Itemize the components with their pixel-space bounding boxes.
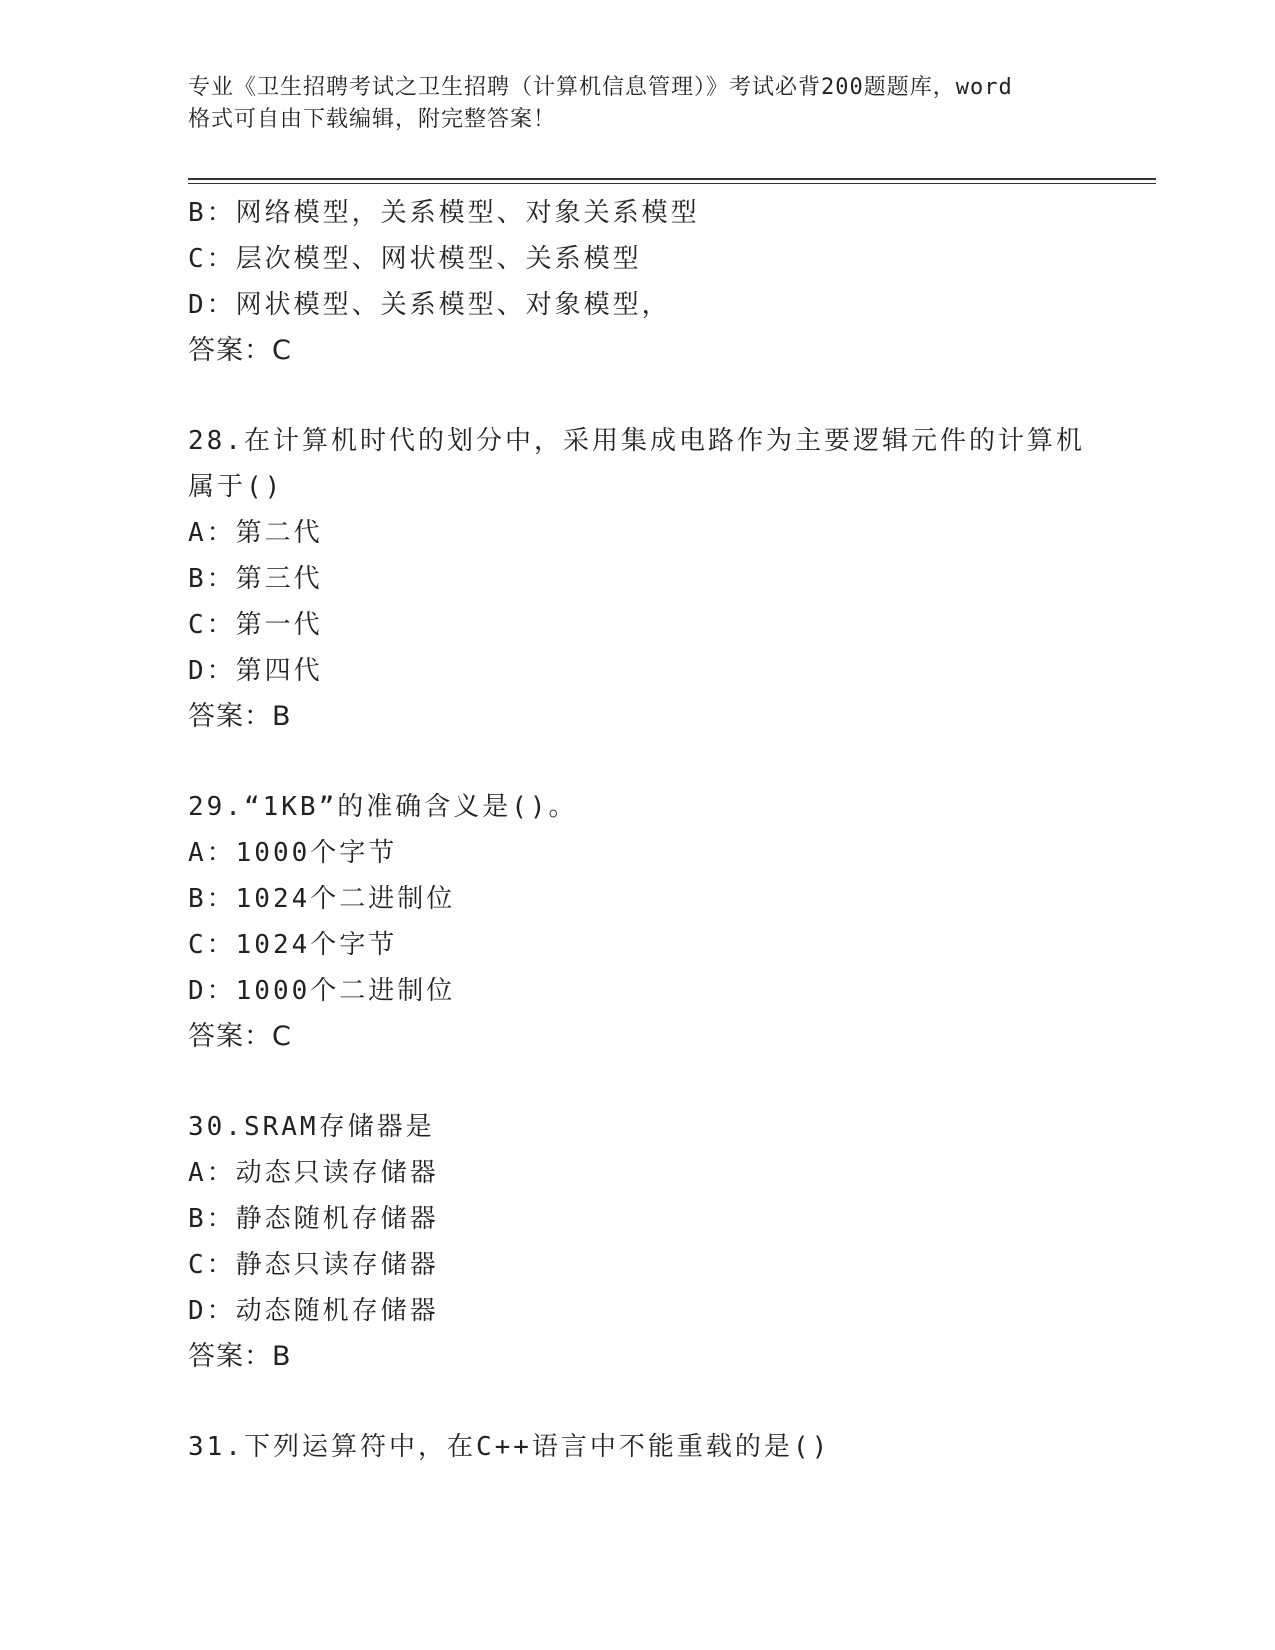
answer: 答案：C — [188, 1021, 292, 1052]
option-b: B：静态随机存储器 — [188, 1204, 439, 1234]
option-b: B：1024个二进制位 — [188, 884, 456, 914]
option-d: D：动态随机存储器 — [188, 1296, 439, 1326]
question-31 — [188, 1424, 1088, 1470]
question-27-continued — [188, 190, 1088, 374]
option-a: A：1000个字节 — [188, 838, 398, 868]
question-stem: 28.在计算机时代的划分中，采用集成电路作为主要逻辑元件的计算机 — [188, 426, 1085, 456]
question-stem: 29.“1KB”的准确含义是()。 — [188, 792, 578, 822]
header-rule-thin — [188, 183, 1156, 184]
question-stem-cont: 属于() — [188, 472, 284, 502]
header-line-2: 格式可自由下载编辑，附完整答案！ — [188, 107, 557, 132]
answer: 答案：B — [188, 701, 292, 732]
option-a: A：动态只读存储器 — [188, 1158, 439, 1188]
option-d: D：第四代 — [188, 656, 323, 686]
question-30 — [188, 1104, 1088, 1380]
option-c: C：第一代 — [188, 610, 323, 640]
document-header — [188, 72, 1088, 136]
question-stem: 30.SRAM存储器是 — [188, 1112, 435, 1142]
option-b: B：第三代 — [188, 564, 323, 594]
header-rule — [188, 178, 1156, 180]
question-28 — [188, 418, 1088, 740]
question-list — [188, 190, 1088, 1470]
option-b: B：网络模型，关系模型、对象关系模型 — [188, 198, 700, 228]
question-stem: 31.下列运算符中，在C++语言中不能重载的是() — [188, 1432, 831, 1462]
option-c: C：静态只读存储器 — [188, 1250, 439, 1280]
answer: 答案：B — [188, 1341, 292, 1372]
option-c: C：层次模型、网状模型、关系模型 — [188, 244, 642, 274]
answer: 答案：C — [188, 335, 292, 366]
option-a: A：第二代 — [188, 518, 323, 548]
option-d: D：1000个二进制位 — [188, 976, 456, 1006]
option-c: C：1024个字节 — [188, 930, 398, 960]
header-line-1: 专业《卫生招聘考试之卫生招聘（计算机信息管理）》考试必背200题题库，word — [188, 75, 1013, 100]
question-29 — [188, 784, 1088, 1060]
option-d: D：网状模型、关系模型、对象模型， — [188, 290, 671, 320]
